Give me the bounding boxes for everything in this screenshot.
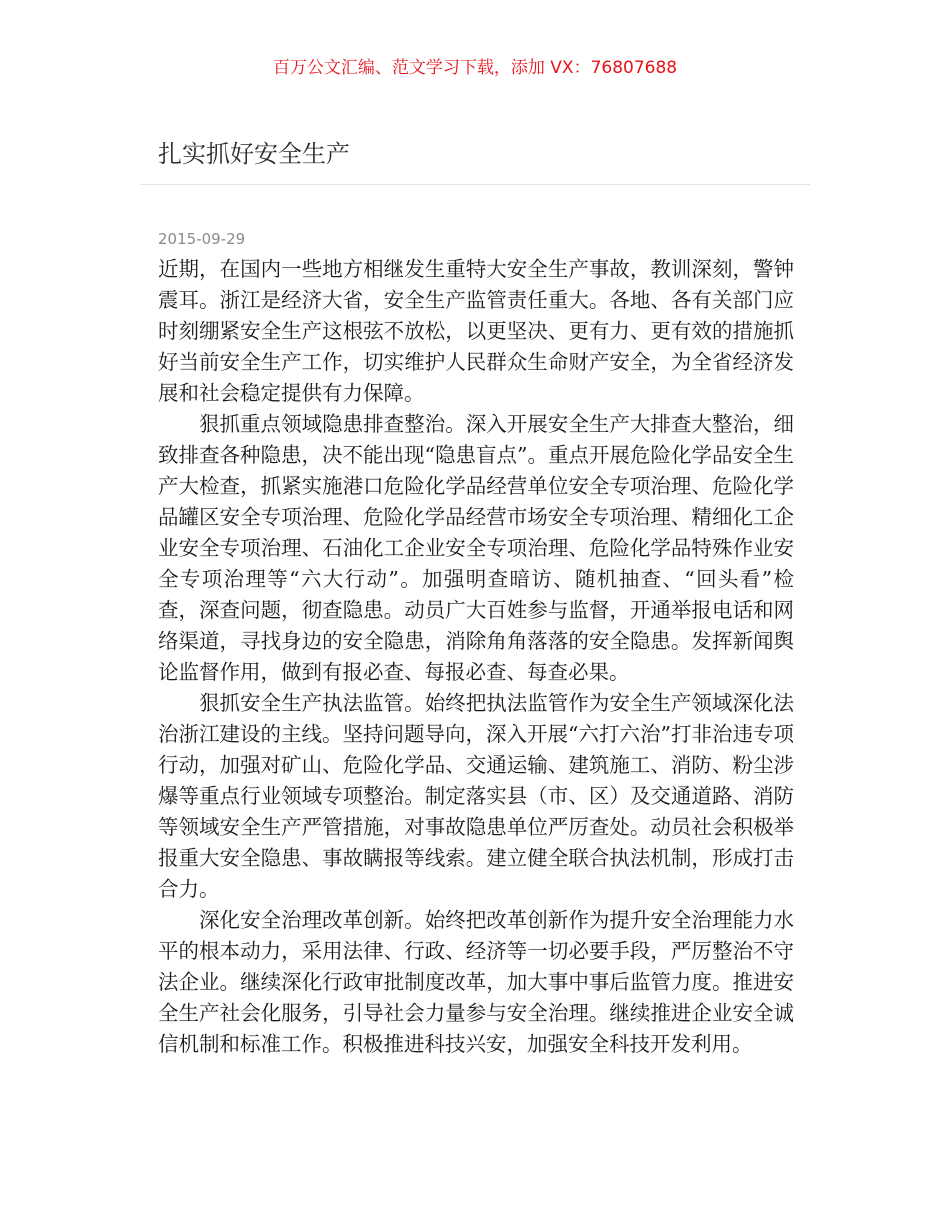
title-divider [140,184,810,185]
page-title: 扎实抓好安全生产 [158,140,350,168]
paragraph-intro: 近期，在国内一些地方相继发生重特大安全生产事故，教训深刻，警钟震耳。浙江是经济大省，安全生产监管责任重大。各地、各有关部门应时刻绷紧安全生产这根弦不放松，以更坚决、更有力、更有效的措施抓好当前安全生产工作，切实维护人民群众生命财产安全，为全省经济发展和社会稳定提供有力保障。 [158,257,794,405]
watermark-banner: 百万公文汇编、范文学习下载，添加 VX：76807688 [272,58,678,78]
publish-date: 2015-09-29 [158,230,246,248]
paragraph-hazard-inspection: 狠抓重点领域隐患排查整治。深入开展安全生产大排查大整治，细致排查各种隐患，决不能出现“隐患盲点”。重点开展危险化学品安全生产大检查，抓紧实施港口危险化学品经营单位安全专项治理、危险化学品罐区安全专项治理、危险化学品经营市场安全专项治理、精细化工企业安全专项治理、石油化工企业安全专项治理、危险化学品特殊作业安全专项治理等“六大行动”。加强明查暗访、随机抽查、“回头看”检查，深查问题，彻查隐患。动员广大百姓参与监督，开通举报电话和网络渠道，寻找身边的安全隐患，消除角角落落的安全隐患。发挥新闻舆论监督作用，做到有报必查、每报必查、每查必果。 [158,412,794,684]
article-body [158,254,794,1060]
paragraph-law-enforcement: 狠抓安全生产执法监管。始终把执法监管作为安全生产领域深化法治浙江建设的主线。坚持问题导向，深入开展“六打六治”打非治违专项行动，加强对矿山、危险化学品、交通运输、建筑施工、消防、粉尘涉爆等重点行业领域专项整治。制定落实县（市、区）及交通道路、消防等领域安全生产严管措施，对事故隐患单位严厉查处。动员社会积极举报重大安全隐患、事故瞒报等线索。建立健全联合执法机制，形成打击合力。 [158,691,794,901]
paragraph-reform-innovation: 深化安全治理改革创新。始终把改革创新作为提升安全治理能力水平的根本动力，采用法律、行政、经济等一切必要手段，严厉整治不守法企业。继续深化行政审批制度改革，加大事中事后监管力度。推进安全生产社会化服务，引导社会力量参与安全治理。继续推进企业安全诚信机制和标准工作。积极推进科技兴安，加强安全科技开发利用。 [158,908,794,1056]
